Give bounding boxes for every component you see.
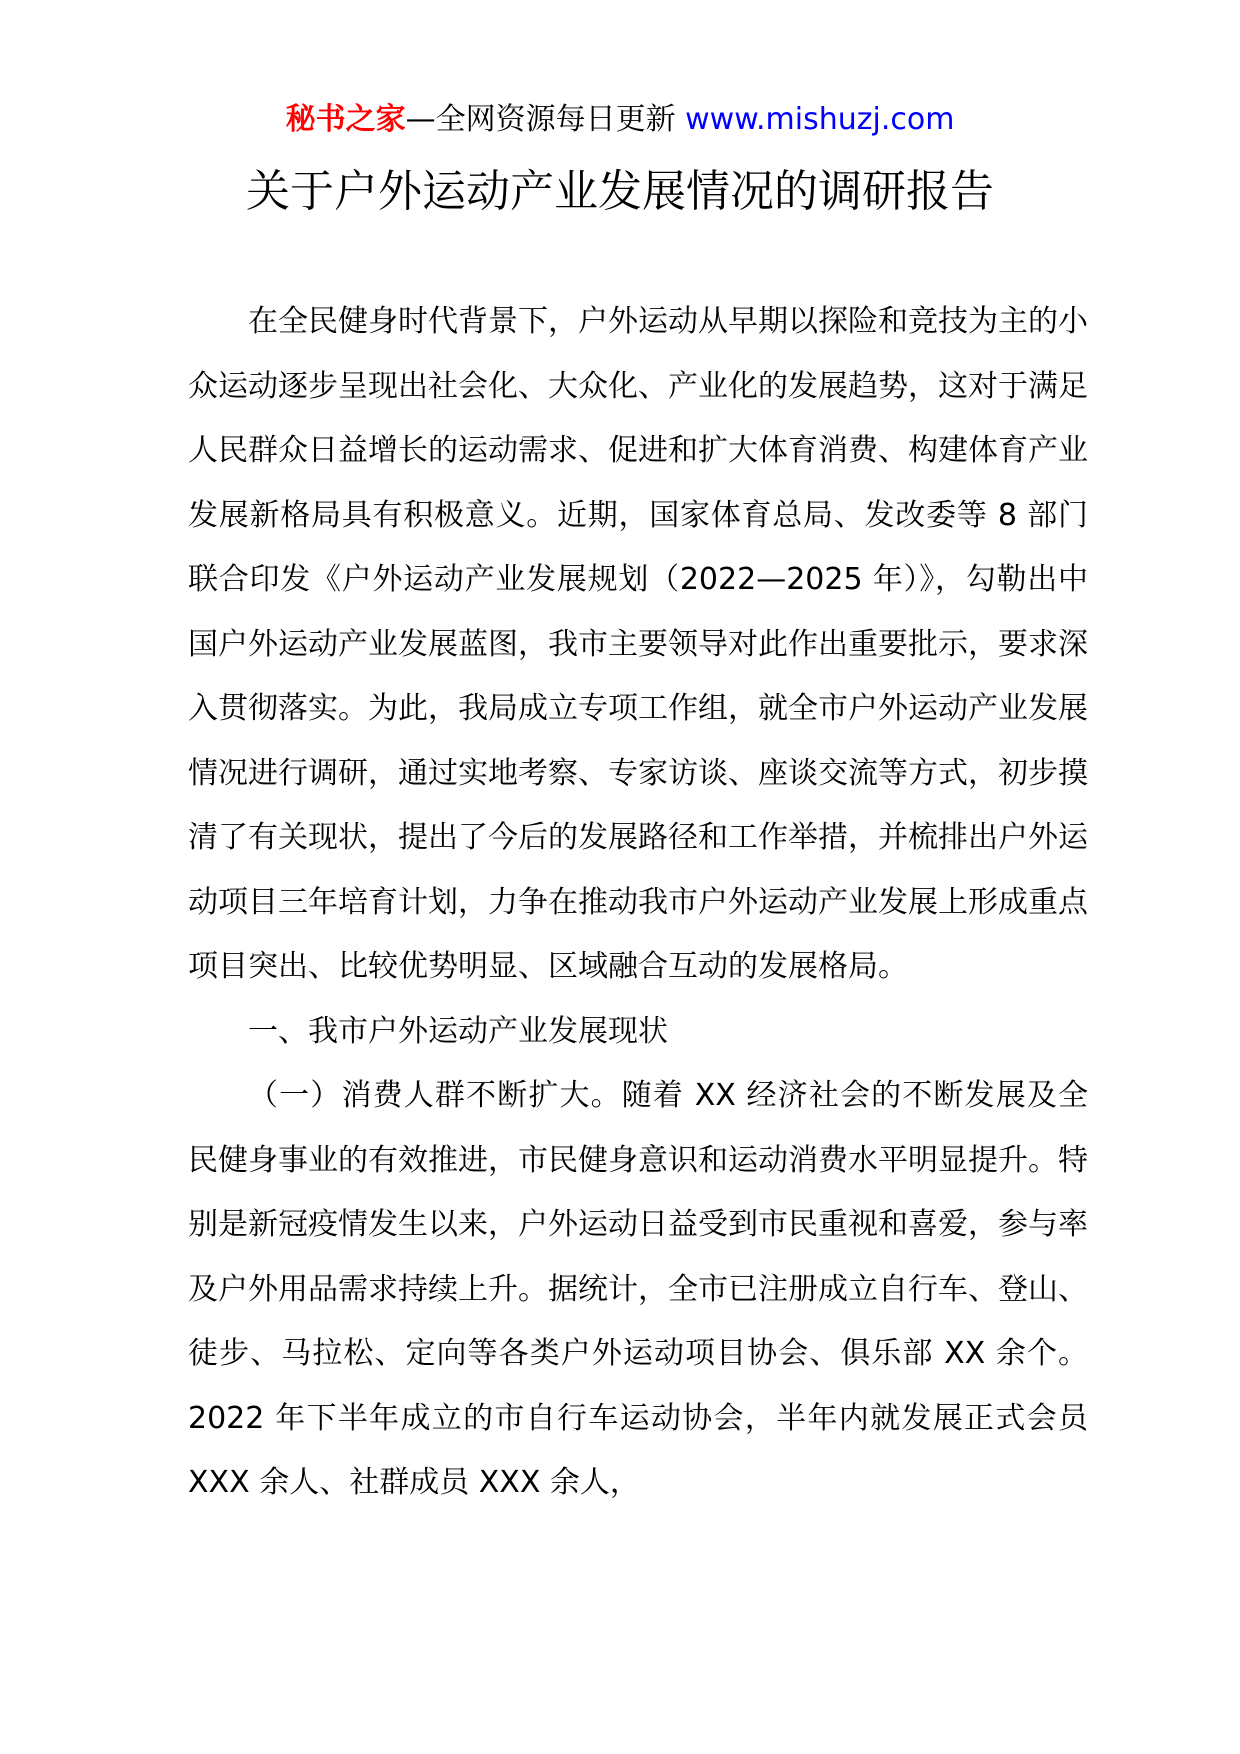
paragraph-intro: 在全民健身时代背景下，户外运动从早期以探险和竞技为主的小众运动逐步呈现出社会化、大众化、产业化的发展趋势，这对于满足人民群众日益增长的运动需求、促进和扩大体育消费、构建体育产业发展新格局具有积极意义。近期，国家体育总局、发改委等 8 部门联合印发《户外运动产业发展规划（2022—2025 年）》，勾勒出中国户外运动产业发展蓝图，我市主要领导对此作出重要批示，要求深入贯彻落实。为此，我局成立专项工作组，就全市户外运动产业发展情况进行调研，通过实地考察、专家访谈、座谈交流等方式，初步摸清了有关现状，提出了今后的发展路径和工作举措，并梳排出户外运动项目三年培育计划，力争在推动我市户外运动产业发展上形成重点项目突出、比较优势明显、区域融合互动的发展格局。	[188, 304, 1088, 984]
tagline: —全网资源每日更新	[405, 102, 676, 137]
section-heading: 一、我市户外运动产业发展现状	[248, 1013, 668, 1049]
brand-name: 秘书之家	[285, 102, 406, 137]
paragraph-section-1: （一）消费人群不断扩大。随着 XX 经济社会的不断发展及全民健身事业的有效推进，市民健身意识和运动消费水平明显提升。特别是新冠疫情发生以来，户外运动日益受到市民重视和喜爱，参与率及户外用品需求持续上升。据统计，全市已注册成立自行车、登山、徒步、马拉松、定向等各类户外运动项目协会、俱乐部 XX 余个。2022 年下半年成立的市自行车运动协会，半年内就发展正式会员 XXX 余人、社群成员 XXX 余人，	[188, 1078, 1088, 1500]
document-body	[188, 290, 1088, 1516]
site-header	[0, 100, 1240, 140]
page-title: 关于户外运动产业发展情况的调研报告	[246, 166, 994, 217]
site-url-link[interactable]: www.mishuzj.com	[685, 102, 955, 137]
